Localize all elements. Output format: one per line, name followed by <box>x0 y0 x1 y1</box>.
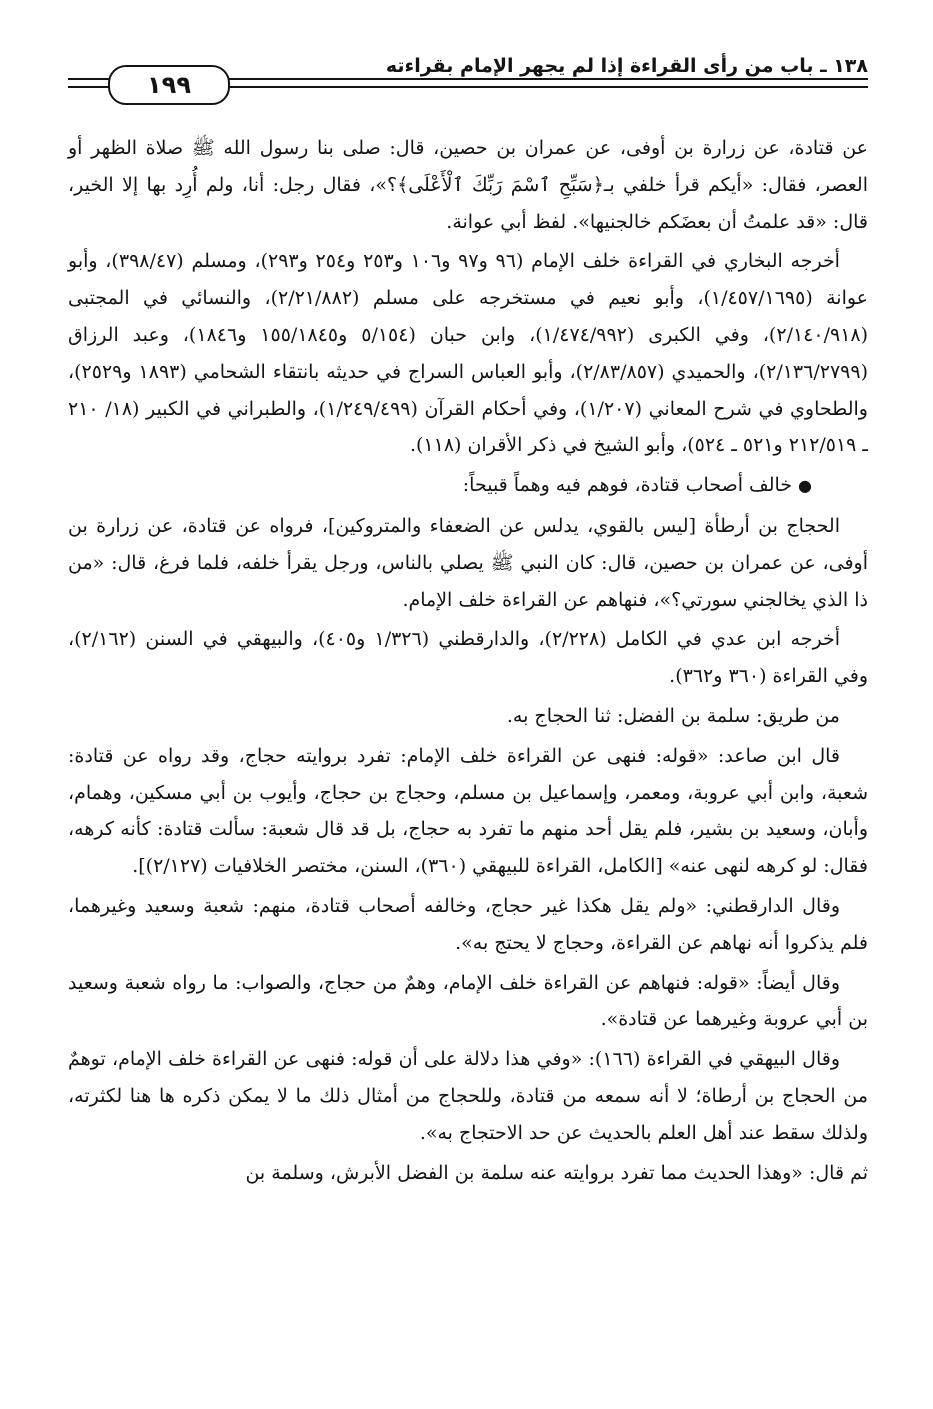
paragraph-hajjaj-narration: الحجاج بن أرطأة [ليس بالقوي، يدلس عن الضعفاء والمتروكين]، فرواه عن قتادة، عن زرارة بن أوفى، عن عمران بن حصين، قال: كان النبي ﷺ يصلي بالناس، ورجل يقرأ خلفه، فلما فرغ، قال: «من ذا الذي يخالجني سورتي؟»، فنهاهم عن القراءة خلف الإمام. <box>68 514 868 611</box>
paragraph-isnad: من طريق: سلمة بن الفضل: ثنا الحجاج به. <box>506 704 840 727</box>
section-heading-text: خالف أصحاب قتادة، فوهم فيه وهماً قبيحاً: <box>462 474 793 497</box>
chapter-title: ١٣٨ ـ باب من رأى القراءة إذا لم يجهر الإمام بقراءته <box>385 55 868 77</box>
paragraph-daraqutni: وقال الدارقطني: «ولم يقل هكذا غير حجاج، وخالفه أصحاب قتادة، منهم: شعبة وسعيد وغيرهما، فلم يذكروا أنه نهاهم عن القراءة، وحجاج لا يحتج به». <box>68 894 868 954</box>
page-body <box>68 130 868 1194</box>
section-marker-icon: ● <box>798 476 812 496</box>
paragraph-takhrij: أخرجه البخاري في القراءة خلف الإمام (٩٦ و٩٧ و١٠٦ و٢٥٣ و٢٥٤ و٢٩٣)، ومسلم (٣٩٨/٤٧)، وأبو عوانة (١/٤٥٧/١٦٩٥)، وأبو نعيم في مستخرجه على مسلم (٢/٢١/٨٨٢)، والنسائي في المجتبى (٢/١٤٠/٩١٨)، وفي الكبرى (١/٤٧٤/٩٩٢)، وابن حبان (٥/١٥٤ و١٥٥/١٨٤٥ و١٨٤٦)، وعبد الرزاق (٢/١٣٦/٢٧٩٩)، والحميدي (٢/٨٣/٨٥٧)، وأبو العباس السراج في حديثه بانتقاء الشحامي (١٨٩٣ و٢٥٢٩)، والطحاوي في شرح المعاني (١/٢٠٧)، وفي أحكام القرآن (١/٢٤٩/٤٩٩)، والطبراني في الكبير (١٨/ ٢١٠ ـ ٢١٢/٥١٩ و٥٢١ ـ ٥٢٤)، وأبو الشيخ في ذكر الأقران (١١٨). <box>68 250 869 457</box>
header-rule <box>218 78 868 88</box>
paragraph-continuation: ثم قال: «وهذا الحديث مما تفرد بروايته عنه سلمة بن الفضل الأبرش، وسلمة بن <box>245 1161 868 1184</box>
paragraph-section-heading <box>68 467 868 505</box>
page-number: ١٩٩ <box>108 65 230 105</box>
paragraph-takhrij-2: أخرجه ابن عدي في الكامل (٢/٢٢٨)، والدارقطني (١/٣٢٦ و٤٠٥)، والبيهقي في السنن (٢/١٦٢)، وفي القراءة (٣٦٠ و٣٦٢). <box>68 628 868 688</box>
page-header <box>68 55 868 111</box>
paragraph-ibn-saed: قال ابن صاعد: «قوله: فنهى عن القراءة خلف الإمام: تفرد بروايته حجاج، وقد رواه عن قتادة: شعبة، وابن أبي عروبة، ومعمر، وإسماعيل بن مسلم، وحجاج بن حجاج، وأيوب بن أبي مسكين، وهمام، وأبان، وسعيد بن بشير، فلم يقل أحد منهم ما تفرد به حجاج، بل قد قال شعبة: سألت قتادة: كأنه كرهه، فقال: لو كرهه لنهى عنه» [الكامل، القراءة للبيهقي (٣٦٠)، السنن، مختصر الخلافيات (٢/١٢٧)]. <box>68 744 868 878</box>
paragraph-daraqutni-2: وقال أيضاً: «قوله: فنهاهم عن القراءة خلف الإمام، وهمٌ من حجاج، والصواب: ما رواه شعبة وسعيد بن أبي عروبة وغيرهما عن قتادة». <box>68 971 868 1031</box>
paragraph-hadith: عن قتادة، عن زرارة بن أوفى، عن عمران بن حصين، قال: صلى بنا رسول الله ﷺ صلاة الظهر أو العصر، فقال: «أيكم قرأ خلفي بـ﴿سَبِّحِ ٱسْمَ رَبِّكَ ٱلْأَعْلَى﴾؟»، فقال رجل: أنا، ولم أُرِد بها إلا الخير، قال: «قد علمتُ أن بعضَكم خالجنيها». لفظ أبي عوانة. <box>68 137 868 233</box>
paragraph-bayhaqi: وقال البيهقي في القراءة (١٦٦): «وفي هذا دلالة على أن قوله: فنهى عن القراءة خلف الإمام، توهمٌ من الحجاج بن أرطاة؛ لا أنه سمعه من قتادة، وللحجاج من أمثال ذلك ما لا يمكن ذكره ها هنا لكثرته، ولذلك سقط عند أهل العلم بالحديث عن حد الاحتجاج به». <box>68 1048 868 1144</box>
